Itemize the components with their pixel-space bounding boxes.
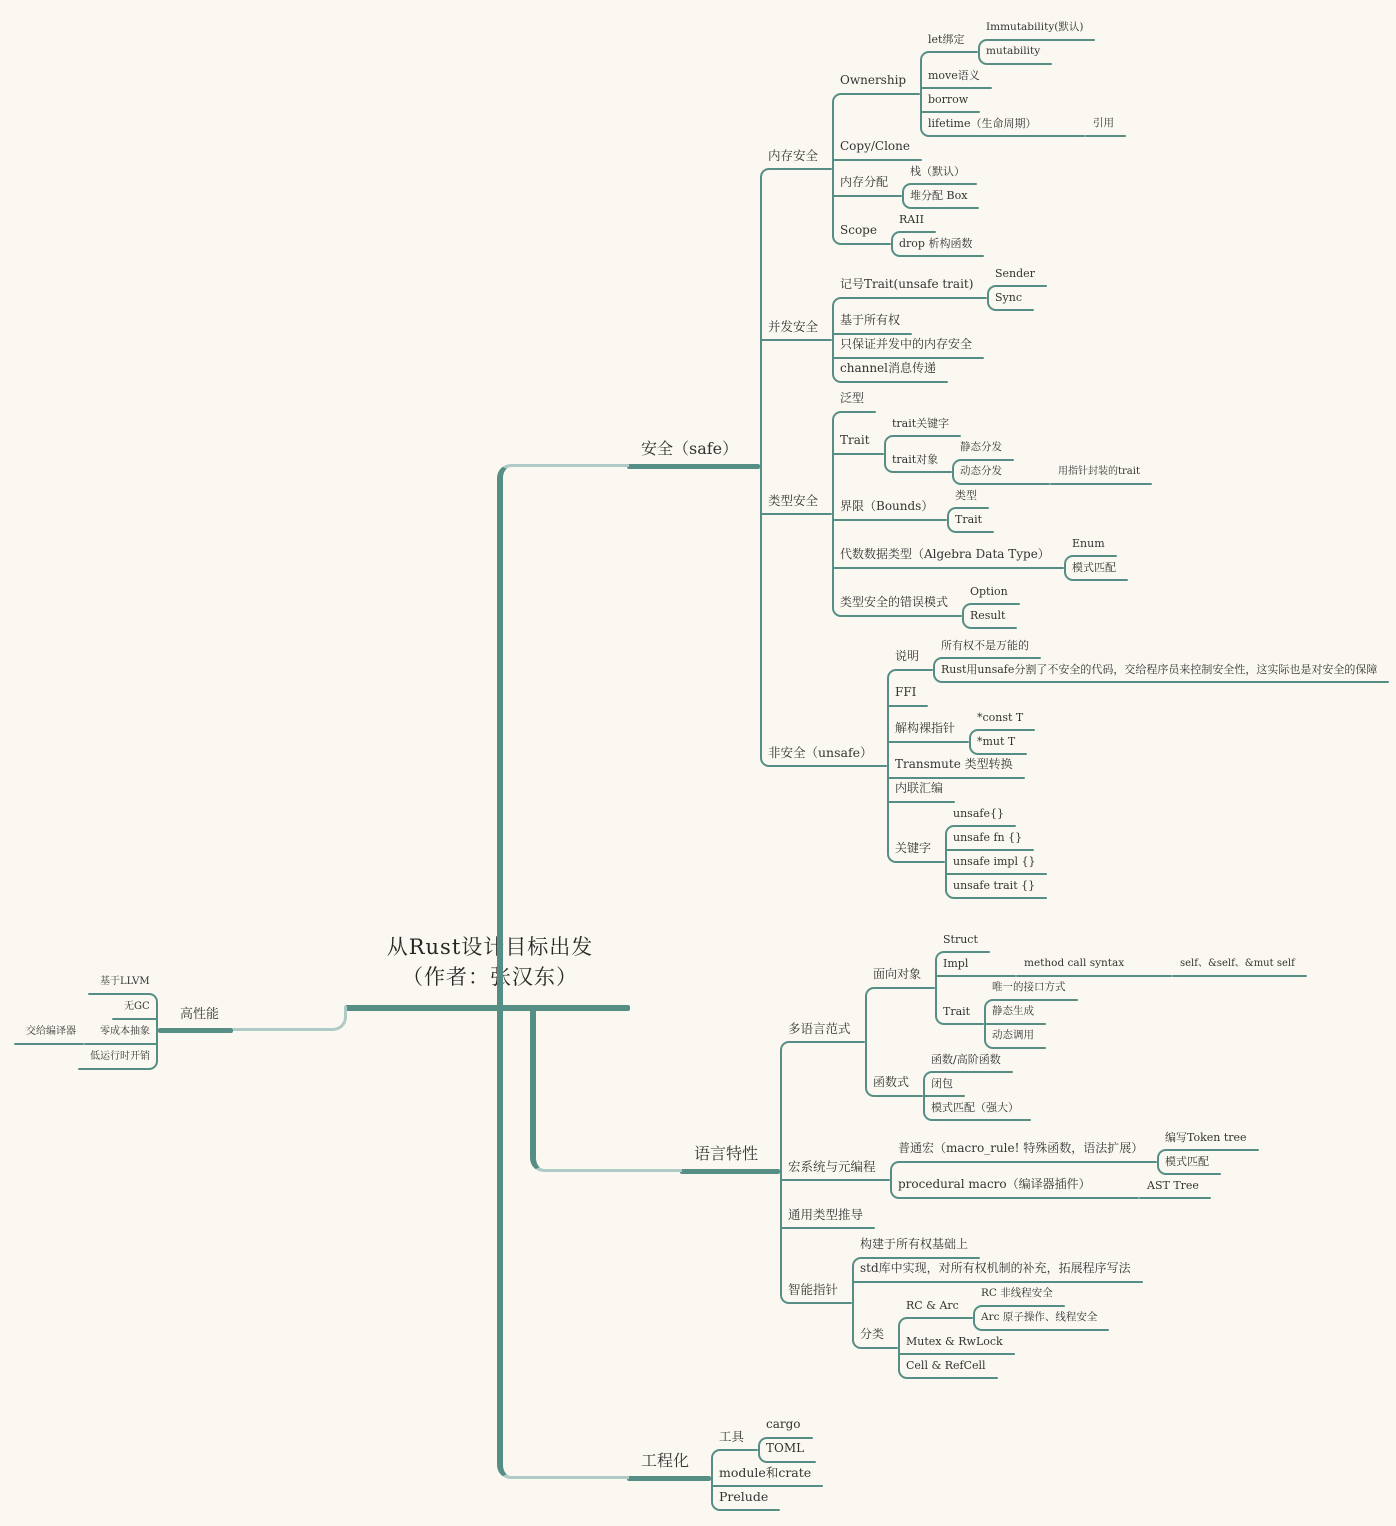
branch-bracket xyxy=(758,1437,770,1463)
branch-bracket xyxy=(952,459,964,485)
mindmap-node-label[interactable]: 函数/高阶函数 xyxy=(931,1053,1001,1066)
branch-bracket xyxy=(947,507,959,533)
branch-bracket xyxy=(832,297,844,383)
mindmap-node-label[interactable]: 语言特性 xyxy=(694,1144,759,1163)
branch-line xyxy=(789,1041,865,1043)
mindmap-node-label[interactable]: 唯一的接口方式 xyxy=(992,981,1066,993)
mindmap-node-label[interactable]: 栈（默认） xyxy=(910,165,965,178)
branch-line xyxy=(1166,1173,1221,1175)
branch-line xyxy=(961,459,1014,461)
branch-line xyxy=(1085,135,1126,137)
mindmap-node-label[interactable]: 动态调用 xyxy=(992,1029,1034,1041)
mindmap-node-label[interactable]: *mut T xyxy=(977,735,1016,748)
mindmap-node-label[interactable]: 非安全（unsafe） xyxy=(768,745,873,760)
mindmap-node-label[interactable]: unsafe{} xyxy=(953,807,1004,820)
branch-line xyxy=(971,603,1020,605)
mindmap-node-label[interactable]: 泛型 xyxy=(840,391,865,405)
mindmap-node-label[interactable]: drop 析构函数 xyxy=(899,237,973,250)
branch-line xyxy=(893,435,961,437)
branch-line xyxy=(1139,1197,1211,1199)
branch-line xyxy=(1016,975,1172,977)
mindmap-node-label[interactable]: 解构裸指针 xyxy=(895,721,956,735)
branch-line xyxy=(627,464,760,469)
mindmap-node-label[interactable]: Ownership xyxy=(840,73,907,87)
branch-line xyxy=(900,231,936,233)
mindmap-node-label[interactable]: trait对象 xyxy=(892,453,939,466)
mindmap-node-label[interactable]: 函数式 xyxy=(873,1075,910,1089)
mindmap-node-label[interactable]: 内存安全 xyxy=(768,148,819,163)
branch-bracket xyxy=(852,1257,864,1349)
mindmap-node-label[interactable]: 工具 xyxy=(719,1429,745,1444)
branch-bracket xyxy=(987,285,999,311)
branch-line xyxy=(887,741,969,743)
branch-bracket xyxy=(890,1161,902,1199)
mindmap-node-label[interactable]: 模式匹配 xyxy=(1165,1155,1209,1168)
branch-line xyxy=(861,1257,980,1259)
mindmap-node-label[interactable]: 模式匹配（强大） xyxy=(931,1101,1019,1114)
mindmap-node-label[interactable]: Trait xyxy=(943,1005,971,1018)
mindmap-node-label[interactable]: 普通宏（macro_rule! 特殊函数，语法扩展） xyxy=(898,1141,1144,1155)
branch-bracket xyxy=(962,603,974,629)
branch-line xyxy=(893,471,952,473)
mindmap-node-label[interactable]: 面向对象 xyxy=(873,967,922,981)
branch-line xyxy=(1073,555,1117,557)
mindmap-node-label[interactable]: 代数数据类型（Algebra Data Type） xyxy=(840,547,1050,561)
mindmap-node-label[interactable]: 模式匹配 xyxy=(1072,561,1116,574)
mindmap-node-label[interactable]: Mutex & RwLock xyxy=(906,1335,1003,1348)
mindmap-node-label[interactable]: 引用 xyxy=(1093,117,1114,129)
mindmap-node-label[interactable]: Immutability(默认) xyxy=(986,21,1084,33)
mindmap-node-label[interactable]: lifetime（生命周期） xyxy=(928,117,1037,130)
branch-line xyxy=(956,507,989,509)
branch-line xyxy=(944,951,990,953)
branch-bracket xyxy=(978,39,990,65)
mindmap-node-label[interactable]: Cell & RefCell xyxy=(906,1359,986,1372)
branch-line xyxy=(832,333,912,335)
mindmap-node-label[interactable]: AST Tree xyxy=(1147,1179,1199,1192)
branch-line xyxy=(971,627,1017,629)
mindmap-node-label[interactable]: Rust用unsafe分割了不安全的代码，交给程序员来控制安全性，这实际也是对安全的保障 xyxy=(941,663,1378,676)
trunk-safe xyxy=(497,464,629,1011)
branch-line xyxy=(942,657,1041,659)
branch-line xyxy=(78,1068,149,1070)
branch-line xyxy=(929,135,1085,137)
mindmap-node-label[interactable]: RC 非线程安全 xyxy=(981,1287,1053,1299)
branch-line xyxy=(954,897,1047,899)
branch-line xyxy=(978,753,1027,755)
mindmap-node-label[interactable]: 只保证并发中的内存安全 xyxy=(840,337,973,351)
mindmap-node-label[interactable]: module和crate xyxy=(719,1465,812,1480)
branch-line xyxy=(954,825,1016,827)
branch-line xyxy=(1166,1149,1259,1151)
branch-line xyxy=(899,1161,1157,1163)
branch-line xyxy=(841,381,948,383)
mindmap-node-label[interactable]: 无GC xyxy=(124,1001,150,1012)
mindmap-node-label[interactable]: 内联汇编 xyxy=(895,781,944,795)
mindmap-node-label[interactable]: 安全（safe） xyxy=(641,439,739,458)
branch-bracket xyxy=(711,1449,723,1511)
mindmap-node-label[interactable]: 说明 xyxy=(895,649,920,663)
branch-line xyxy=(627,1476,711,1481)
mindmap-node-label[interactable]: Sync xyxy=(995,291,1022,304)
branch-line xyxy=(720,1509,780,1511)
mindmap-node-label[interactable]: Trait xyxy=(840,433,870,447)
branch-line xyxy=(767,1461,816,1463)
branch-bracket xyxy=(935,951,947,1025)
branch-line xyxy=(942,681,1389,683)
branch-line xyxy=(978,729,1035,731)
branch-bracket xyxy=(891,231,903,257)
mindmap-node-label[interactable]: 通用类型推导 xyxy=(788,1207,864,1222)
mindmap-node-label[interactable]: Transmute 类型转换 xyxy=(895,757,1013,771)
branch-line xyxy=(896,669,933,671)
trunk-performance xyxy=(233,1006,347,1031)
mindmap-node-label[interactable]: trait关键字 xyxy=(892,417,950,430)
branch-line xyxy=(861,1347,898,1349)
branch-bracket xyxy=(923,1071,935,1121)
branch-line xyxy=(987,63,1052,65)
mindmap-node-label[interactable]: TOML xyxy=(766,1441,805,1455)
branch-bracket xyxy=(920,51,932,137)
mindmap-node-label[interactable]: RAII xyxy=(899,213,924,226)
branch-line xyxy=(720,1449,758,1451)
branch-line xyxy=(711,1485,823,1487)
mindmap-node-label[interactable]: 多语言范式 xyxy=(788,1021,851,1036)
branch-bracket xyxy=(146,993,158,1070)
branch-line xyxy=(1073,579,1128,581)
branch-line xyxy=(769,765,887,767)
branch-bracket xyxy=(973,1305,985,1331)
mindmap-node-label[interactable]: 基于LLVM xyxy=(100,976,150,987)
mindmap-node-label[interactable]: let绑定 xyxy=(928,33,965,46)
branch-line xyxy=(841,411,876,413)
central-topic-line1: 从Rust设计目标出发 xyxy=(386,935,594,959)
mindmap-node-label[interactable]: move语义 xyxy=(928,69,980,82)
mindmap-node-label[interactable]: 低运行时开销 xyxy=(90,1051,150,1062)
mindmap-node-label[interactable]: unsafe trait {} xyxy=(953,879,1036,892)
mindmap-node-label[interactable]: 工程化 xyxy=(641,1451,690,1470)
branch-line xyxy=(932,1071,1013,1073)
branch-bracket xyxy=(1157,1149,1169,1175)
branch-line xyxy=(874,1095,923,1097)
branch-bracket xyxy=(887,669,899,863)
mindmap-node-label[interactable]: 构建于所有权基础上 xyxy=(860,1237,969,1251)
mindmap-node-label[interactable]: cargo xyxy=(766,1417,801,1431)
branch-line xyxy=(898,1353,1015,1355)
branch-line xyxy=(1172,975,1307,977)
trunk-engineering xyxy=(497,1008,629,1479)
branch-line xyxy=(1050,483,1152,485)
branch-line xyxy=(841,297,987,299)
mindmap-node-label[interactable]: unsafe impl {} xyxy=(953,855,1036,868)
mindmap-node-label[interactable]: 闭包 xyxy=(931,1077,953,1090)
branch-line xyxy=(832,567,1064,569)
branch-bracket xyxy=(780,1041,792,1304)
mindmap-node-label[interactable]: Arc 原子操作、线程安全 xyxy=(981,1311,1098,1323)
mindmap-node-label[interactable]: 基于所有权 xyxy=(840,313,901,327)
branch-line xyxy=(929,51,978,53)
branch-line xyxy=(961,483,1050,485)
mindmap-node-label[interactable]: channel消息传递 xyxy=(840,361,937,375)
branch-bracket xyxy=(865,987,877,1097)
branch-line xyxy=(680,1169,780,1174)
mindmap-node-label[interactable]: 堆分配 Box xyxy=(910,189,968,202)
mindmap-node-label[interactable]: 零成本抽象 xyxy=(100,1026,150,1037)
branch-line xyxy=(899,1197,1139,1199)
branch-bracket xyxy=(1064,555,1076,581)
branch-line xyxy=(907,1377,998,1379)
mindmap-node-label[interactable]: 静态分发 xyxy=(960,441,1002,453)
branch-line xyxy=(767,1437,813,1439)
mindmap-node-label[interactable]: Option xyxy=(970,585,1008,598)
branch-line xyxy=(789,1302,852,1304)
branch-line xyxy=(982,1329,1109,1331)
mindmap-node-label[interactable]: Enum xyxy=(1072,537,1105,550)
branch-line xyxy=(896,861,945,863)
branch-line xyxy=(956,531,994,533)
mindmap-node-label[interactable]: borrow xyxy=(928,93,969,106)
mindmap-node-label[interactable]: mutability xyxy=(986,45,1041,57)
mindmap-node-label[interactable]: Struct xyxy=(943,933,978,946)
mindmap-node-label[interactable]: 类型 xyxy=(955,489,977,502)
mindmap-node-label[interactable]: 分类 xyxy=(860,1327,885,1341)
branch-line xyxy=(874,987,935,989)
mindmap-node-label[interactable]: 交给编译器 xyxy=(26,1026,76,1037)
mindmap-node-label[interactable]: 关键字 xyxy=(895,841,932,855)
branch-line xyxy=(887,777,1025,779)
mindmap-node-label[interactable]: Impl xyxy=(943,957,969,970)
branch-line xyxy=(832,357,984,359)
branch-bracket xyxy=(969,729,981,755)
mindmap-node-label[interactable]: Sender xyxy=(995,267,1035,280)
mindmap-node-label[interactable]: 界限（Bounds） xyxy=(840,499,934,513)
branch-bracket xyxy=(760,168,772,767)
branch-line xyxy=(993,999,1078,1001)
branch-line xyxy=(945,873,1047,875)
mindmap-node-label[interactable]: *const T xyxy=(977,711,1024,724)
branch-line xyxy=(945,849,1034,851)
mindmap-node-label[interactable]: 类型安全的错误模式 xyxy=(840,595,949,609)
branch-line xyxy=(780,1227,875,1229)
mindmap-node-label[interactable]: 高性能 xyxy=(180,1007,220,1022)
branch-line xyxy=(841,243,891,245)
branch-line xyxy=(14,1043,84,1045)
mindmap-node-label[interactable]: procedural macro（编译器插件） xyxy=(898,1177,1091,1191)
mindmap-node-label[interactable]: 记号Trait(unsafe trait) xyxy=(840,277,974,291)
mindmap-node-label[interactable]: 用指针封装的trait xyxy=(1058,466,1140,477)
mindmap-node-label[interactable]: 并发安全 xyxy=(768,319,819,334)
branch-line xyxy=(832,159,922,161)
branch-line xyxy=(932,1119,1031,1121)
branch-line xyxy=(993,1047,1046,1049)
branch-line xyxy=(852,1281,1143,1283)
branch-line xyxy=(987,39,1095,41)
branch-line xyxy=(158,1028,233,1033)
branch-line xyxy=(769,168,832,170)
branch-line xyxy=(841,93,920,95)
branch-bracket xyxy=(902,183,914,209)
branch-line xyxy=(982,1305,1065,1307)
mindmap-node-label[interactable]: 动态分发 xyxy=(960,465,1002,477)
mindmap-node-label[interactable]: std库中实现，对所有权机制的补充，拓展程序写法 xyxy=(860,1261,1131,1275)
mindmap-node-label[interactable]: 宏系统与元编程 xyxy=(788,1159,876,1174)
branch-line xyxy=(832,519,947,521)
branch-line xyxy=(88,993,149,995)
mindmap-node-label[interactable]: RC & Arc xyxy=(906,1299,959,1312)
mindmap-node-label[interactable]: FFI xyxy=(895,685,917,699)
branch-bracket xyxy=(832,411,844,617)
branch-line xyxy=(996,309,1034,311)
mindmap-node-label[interactable]: 内存分配 xyxy=(840,175,889,189)
branch-line xyxy=(907,1317,973,1319)
branch-line xyxy=(841,615,962,617)
mindmap-node-label[interactable]: unsafe fn {} xyxy=(953,831,1023,844)
mindmap-node-label[interactable]: 所有权不是万能的 xyxy=(941,639,1029,652)
mindmap-node-label[interactable]: Prelude xyxy=(719,1489,769,1504)
mindmap-node-label[interactable]: method call syntax xyxy=(1024,957,1125,969)
branch-line xyxy=(944,1023,984,1025)
branch-line xyxy=(935,975,1016,977)
mindmap-node-label[interactable]: Scope xyxy=(840,223,877,237)
mindmap-node-label[interactable]: Result xyxy=(970,609,1006,622)
branch-bracket xyxy=(898,1317,910,1379)
mindmap-node-label[interactable]: Trait xyxy=(955,513,983,526)
branch-line xyxy=(780,1179,890,1181)
mindmap-node-label[interactable]: 编写Token tree xyxy=(1165,1131,1247,1144)
branch-bracket xyxy=(984,999,996,1049)
mindmap-node-label[interactable]: Copy/Clone xyxy=(840,139,910,153)
mindmap-node-label[interactable]: 智能指针 xyxy=(788,1282,839,1297)
central-topic-line2: （作者：张汉东） xyxy=(402,965,578,989)
branch-line xyxy=(911,207,979,209)
branch-line xyxy=(911,183,977,185)
branch-bracket xyxy=(884,435,896,473)
branch-bracket xyxy=(933,657,945,683)
mindmap-node-label[interactable]: 静态生成 xyxy=(992,1005,1034,1017)
branch-bracket xyxy=(945,825,957,899)
mindmap-node-label[interactable]: 类型安全 xyxy=(768,493,819,508)
mindmap-node-label[interactable]: self、&self、&mut self xyxy=(1180,958,1295,969)
branch-line xyxy=(900,255,984,257)
branch-bracket xyxy=(832,93,844,245)
branch-line xyxy=(996,285,1047,287)
